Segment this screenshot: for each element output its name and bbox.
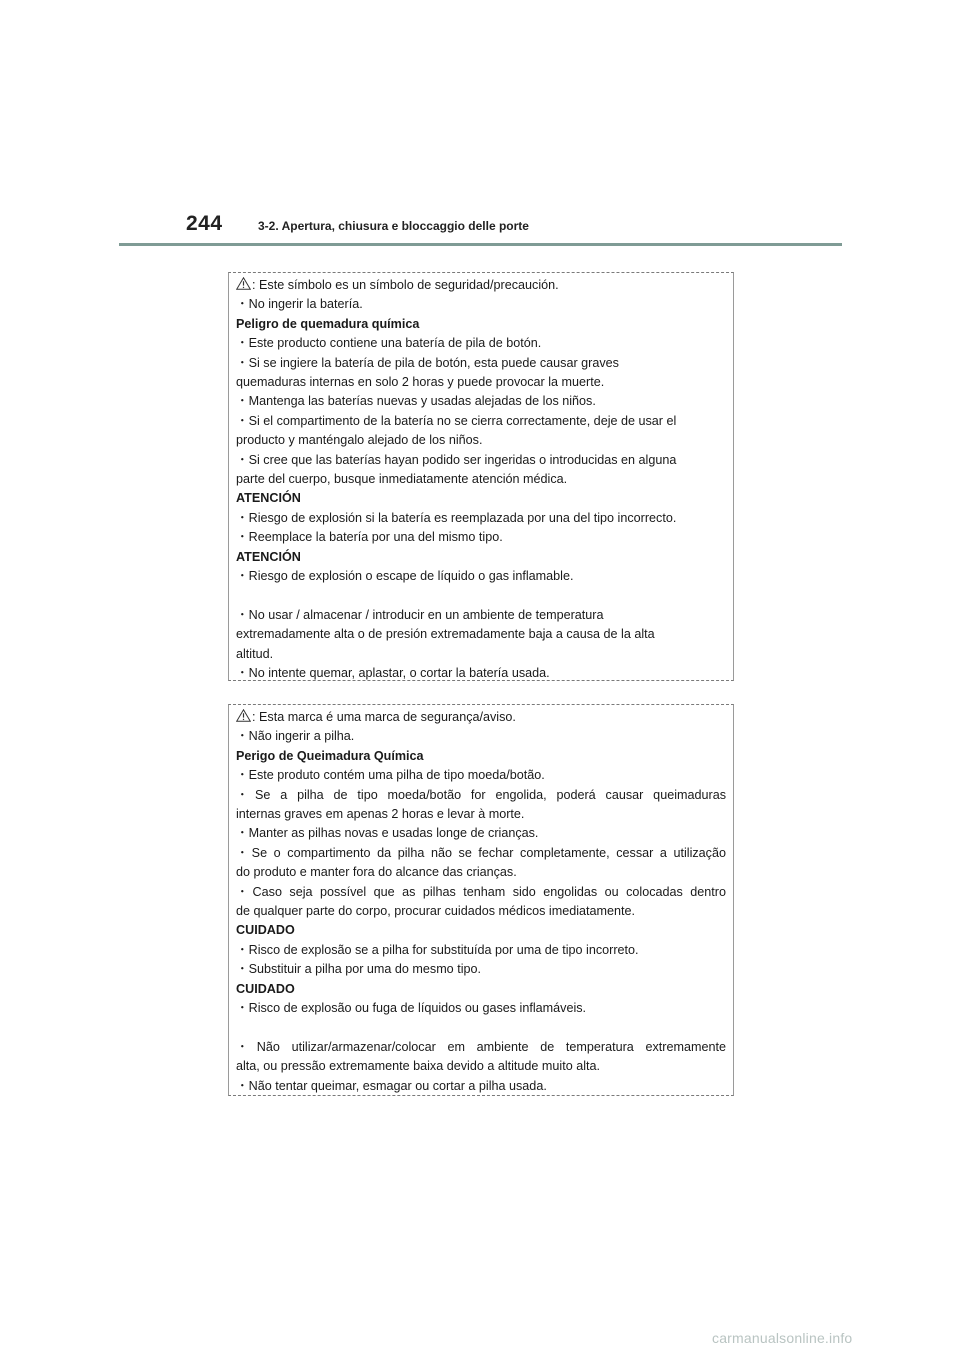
symbol-description: : Esta marca é uma marca de segurança/aviso. <box>252 710 516 724</box>
blank-line <box>236 587 726 606</box>
warning-line: ・Reemplace la batería por una del mismo tipo. <box>236 530 503 545</box>
warning-line: ・Não tentar queimar, esmagar ou cortar a pilha usada. <box>236 1078 547 1093</box>
header-rule <box>119 243 842 246</box>
warning-line: ・Riesgo de explosión o escape de líquido o gas inflamable. <box>236 569 574 584</box>
warning-line: parte del cuerpo, busque inmediatamente atención médica. <box>236 472 568 487</box>
warning-line: ・Este produto contém uma pilha de tipo moeda/botão. <box>236 768 545 783</box>
warning-line: ・Si cree que las baterías hayan podido ser ingeridas o introducidas en alguna <box>236 452 677 467</box>
warning-line: ・Se o compartimento da pilha não se fechar completamente, cessar a utilização <box>236 845 726 860</box>
warning-line <box>236 708 726 727</box>
warning-line: ・No ingerir la batería. <box>236 297 363 312</box>
warning-heading: ATENCIÓN <box>236 491 301 506</box>
symbol-description: : Este símbolo es un símbolo de seguridad/precaución. <box>252 278 559 292</box>
warning-heading: Peligro de quemadura química <box>236 316 420 331</box>
portuguese-warning-box <box>228 704 734 1096</box>
warning-line: quemaduras internas en solo 2 horas y puede provocar la muerte. <box>236 375 605 390</box>
spanish-warning-box <box>228 272 734 681</box>
warning-line: producto y manténgalo alejado de los niños. <box>236 433 483 448</box>
warning-line: altitud. <box>236 646 274 661</box>
warning-heading: ATENCIÓN <box>236 549 301 564</box>
warning-line: ・Se a pilha de tipo moeda/botão for engolida, poderá causar queimaduras <box>236 787 726 802</box>
warning-line: internas graves em apenas 2 horas e levar à morte. <box>236 807 525 822</box>
blank-line <box>236 1019 726 1038</box>
warning-line: ・Risco de explosão se a pilha for substituída por uma de tipo incorreto. <box>236 942 639 957</box>
warning-line: ・Este producto contiene una batería de pila de botón. <box>236 336 542 351</box>
warning-heading: CUIDADO <box>236 981 295 996</box>
warning-line: ・Si se ingiere la batería de pila de botón, esta puede causar graves <box>236 355 619 370</box>
section-title: 3-2. Apertura, chiusura e bloccaggio delle porte <box>258 219 529 233</box>
warning-line: de qualquer parte do corpo, procurar cuidados médicos imediatamente. <box>236 904 636 919</box>
warning-line: ・Não utilizar/armazenar/colocar em ambiente de temperatura extremamente <box>236 1039 726 1054</box>
warning-line: ・Manter as pilhas novas e usadas longe de crianças. <box>236 826 539 841</box>
warning-line: alta, ou pressão extremamente baixa devido a altitude muito alta. <box>236 1059 601 1074</box>
warning-line: ・Riesgo de explosión si la batería es reemplazada por una del tipo incorrecto. <box>236 510 677 525</box>
warning-line: extremadamente alta o de presión extremadamente baja a causa de la alta <box>236 627 655 642</box>
warning-line: ・Si el compartimento de la batería no se cierra correctamente, deje de usar el <box>236 413 677 428</box>
warning-triangle-icon <box>236 709 251 722</box>
warning-triangle-icon <box>236 277 251 290</box>
warning-line: ・Não ingerir a pilha. <box>236 729 355 744</box>
watermark: carmanualsonline.info <box>712 1330 853 1346</box>
warning-line: ・No usar / almacenar / introducir en un ambiente de temperatura <box>236 607 604 622</box>
page-number: 244 <box>186 212 223 235</box>
warning-heading: Perigo de Queimadura Química <box>236 748 424 763</box>
warning-line <box>236 276 726 295</box>
warning-line: ・Caso seja possível que as pilhas tenham sido engolidas ou colocadas dentro <box>236 884 726 899</box>
warning-heading: CUIDADO <box>236 923 295 938</box>
warning-line: ・Substituir a pilha por uma do mesmo tipo. <box>236 962 481 977</box>
warning-line: ・Mantenga las baterías nuevas y usadas alejadas de los niños. <box>236 394 596 409</box>
warning-line: ・Risco de explosão ou fuga de líquidos ou gases inflamáveis. <box>236 1001 587 1016</box>
warning-line: do produto e manter fora do alcance das crianças. <box>236 865 517 880</box>
warning-line: ・No intente quemar, aplastar, o cortar la batería usada. <box>236 666 550 681</box>
